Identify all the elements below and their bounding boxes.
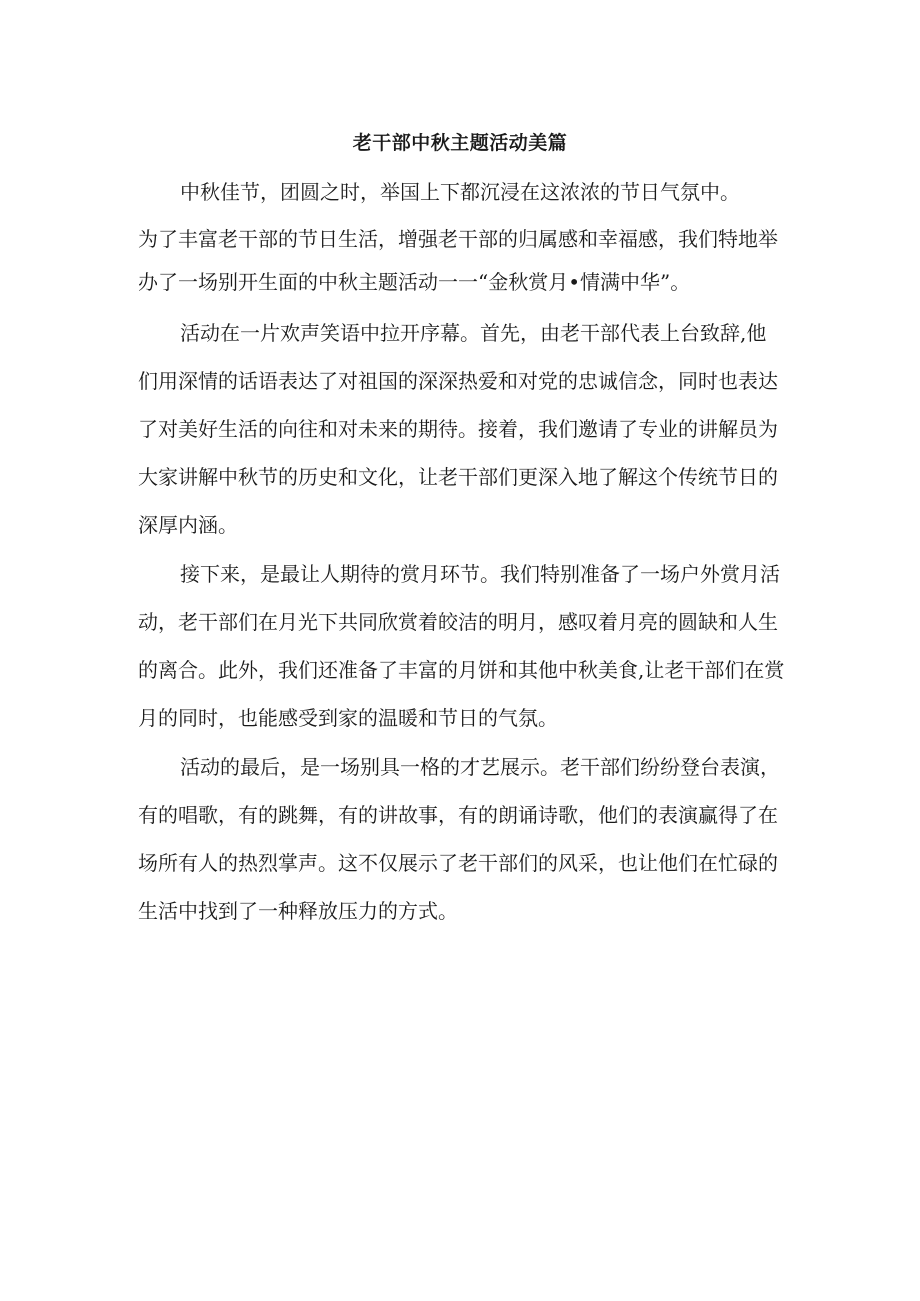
- paragraph-line: 为了丰富老干部的节日生活，增强老干部的归属感和幸福感，我们特地举: [138, 227, 778, 251]
- paragraph-line: 活动在一片欢声笑语中拉开序幕。首先，由老干部代表上台致辞,他: [180, 321, 767, 345]
- document-title: 老干部中秋主题活动美篇: [352, 132, 568, 154]
- paragraph-line: 活动的最后，是一场别具一格的才艺展示。老干部们纷纷登台表演，: [180, 755, 780, 779]
- paragraph-line: 动，老干部们在月光下共同欣赏着皎洁的明月，感叹着月亮的圆缺和人生: [138, 610, 778, 634]
- paragraph-line: 了对美好生活的向往和对未来的期待。接着，我们邀请了专业的讲解员为: [138, 417, 778, 441]
- paragraph-line: 们用深情的话语表达了对祖国的深深热爱和对党的忠诚信念，同时也表达: [138, 369, 778, 393]
- paragraph-line: 接下来，是最让人期待的赏月环节。我们特别准备了一场户外赏月活: [180, 562, 780, 586]
- paragraph-line: 场所有人的热烈掌声。这不仅展示了老干部们的风采，也让他们在忙碌的: [138, 851, 778, 875]
- paragraph-line: 大家讲解中秋节的历史和文化，让老干部们更深入地了解这个传统节日的: [138, 465, 778, 489]
- paragraph-line: 生活中找到了一种释放压力的方式。: [138, 899, 458, 923]
- paragraph-line: 中秋佳节，团圆之时，举国上下都沉浸在这浓浓的节日气氛中。: [180, 180, 740, 204]
- paragraph-line: 办了一场别开生面的中秋主题活动一一“金秋赏月•情满中华”。: [138, 270, 691, 294]
- paragraph-line: 的离合。此外，我们还准备了丰富的月饼和其他中秋美食,让老干部们在赏: [138, 658, 785, 682]
- paragraph-line: 月的同时，也能感受到家的温暖和节日的气氛。: [138, 706, 558, 730]
- paragraph-line: 深厚内涵。: [138, 513, 238, 537]
- paragraph-line: 有的唱歌，有的跳舞，有的讲故事，有的朗诵诗歌，他们的表演赢得了在: [138, 803, 778, 827]
